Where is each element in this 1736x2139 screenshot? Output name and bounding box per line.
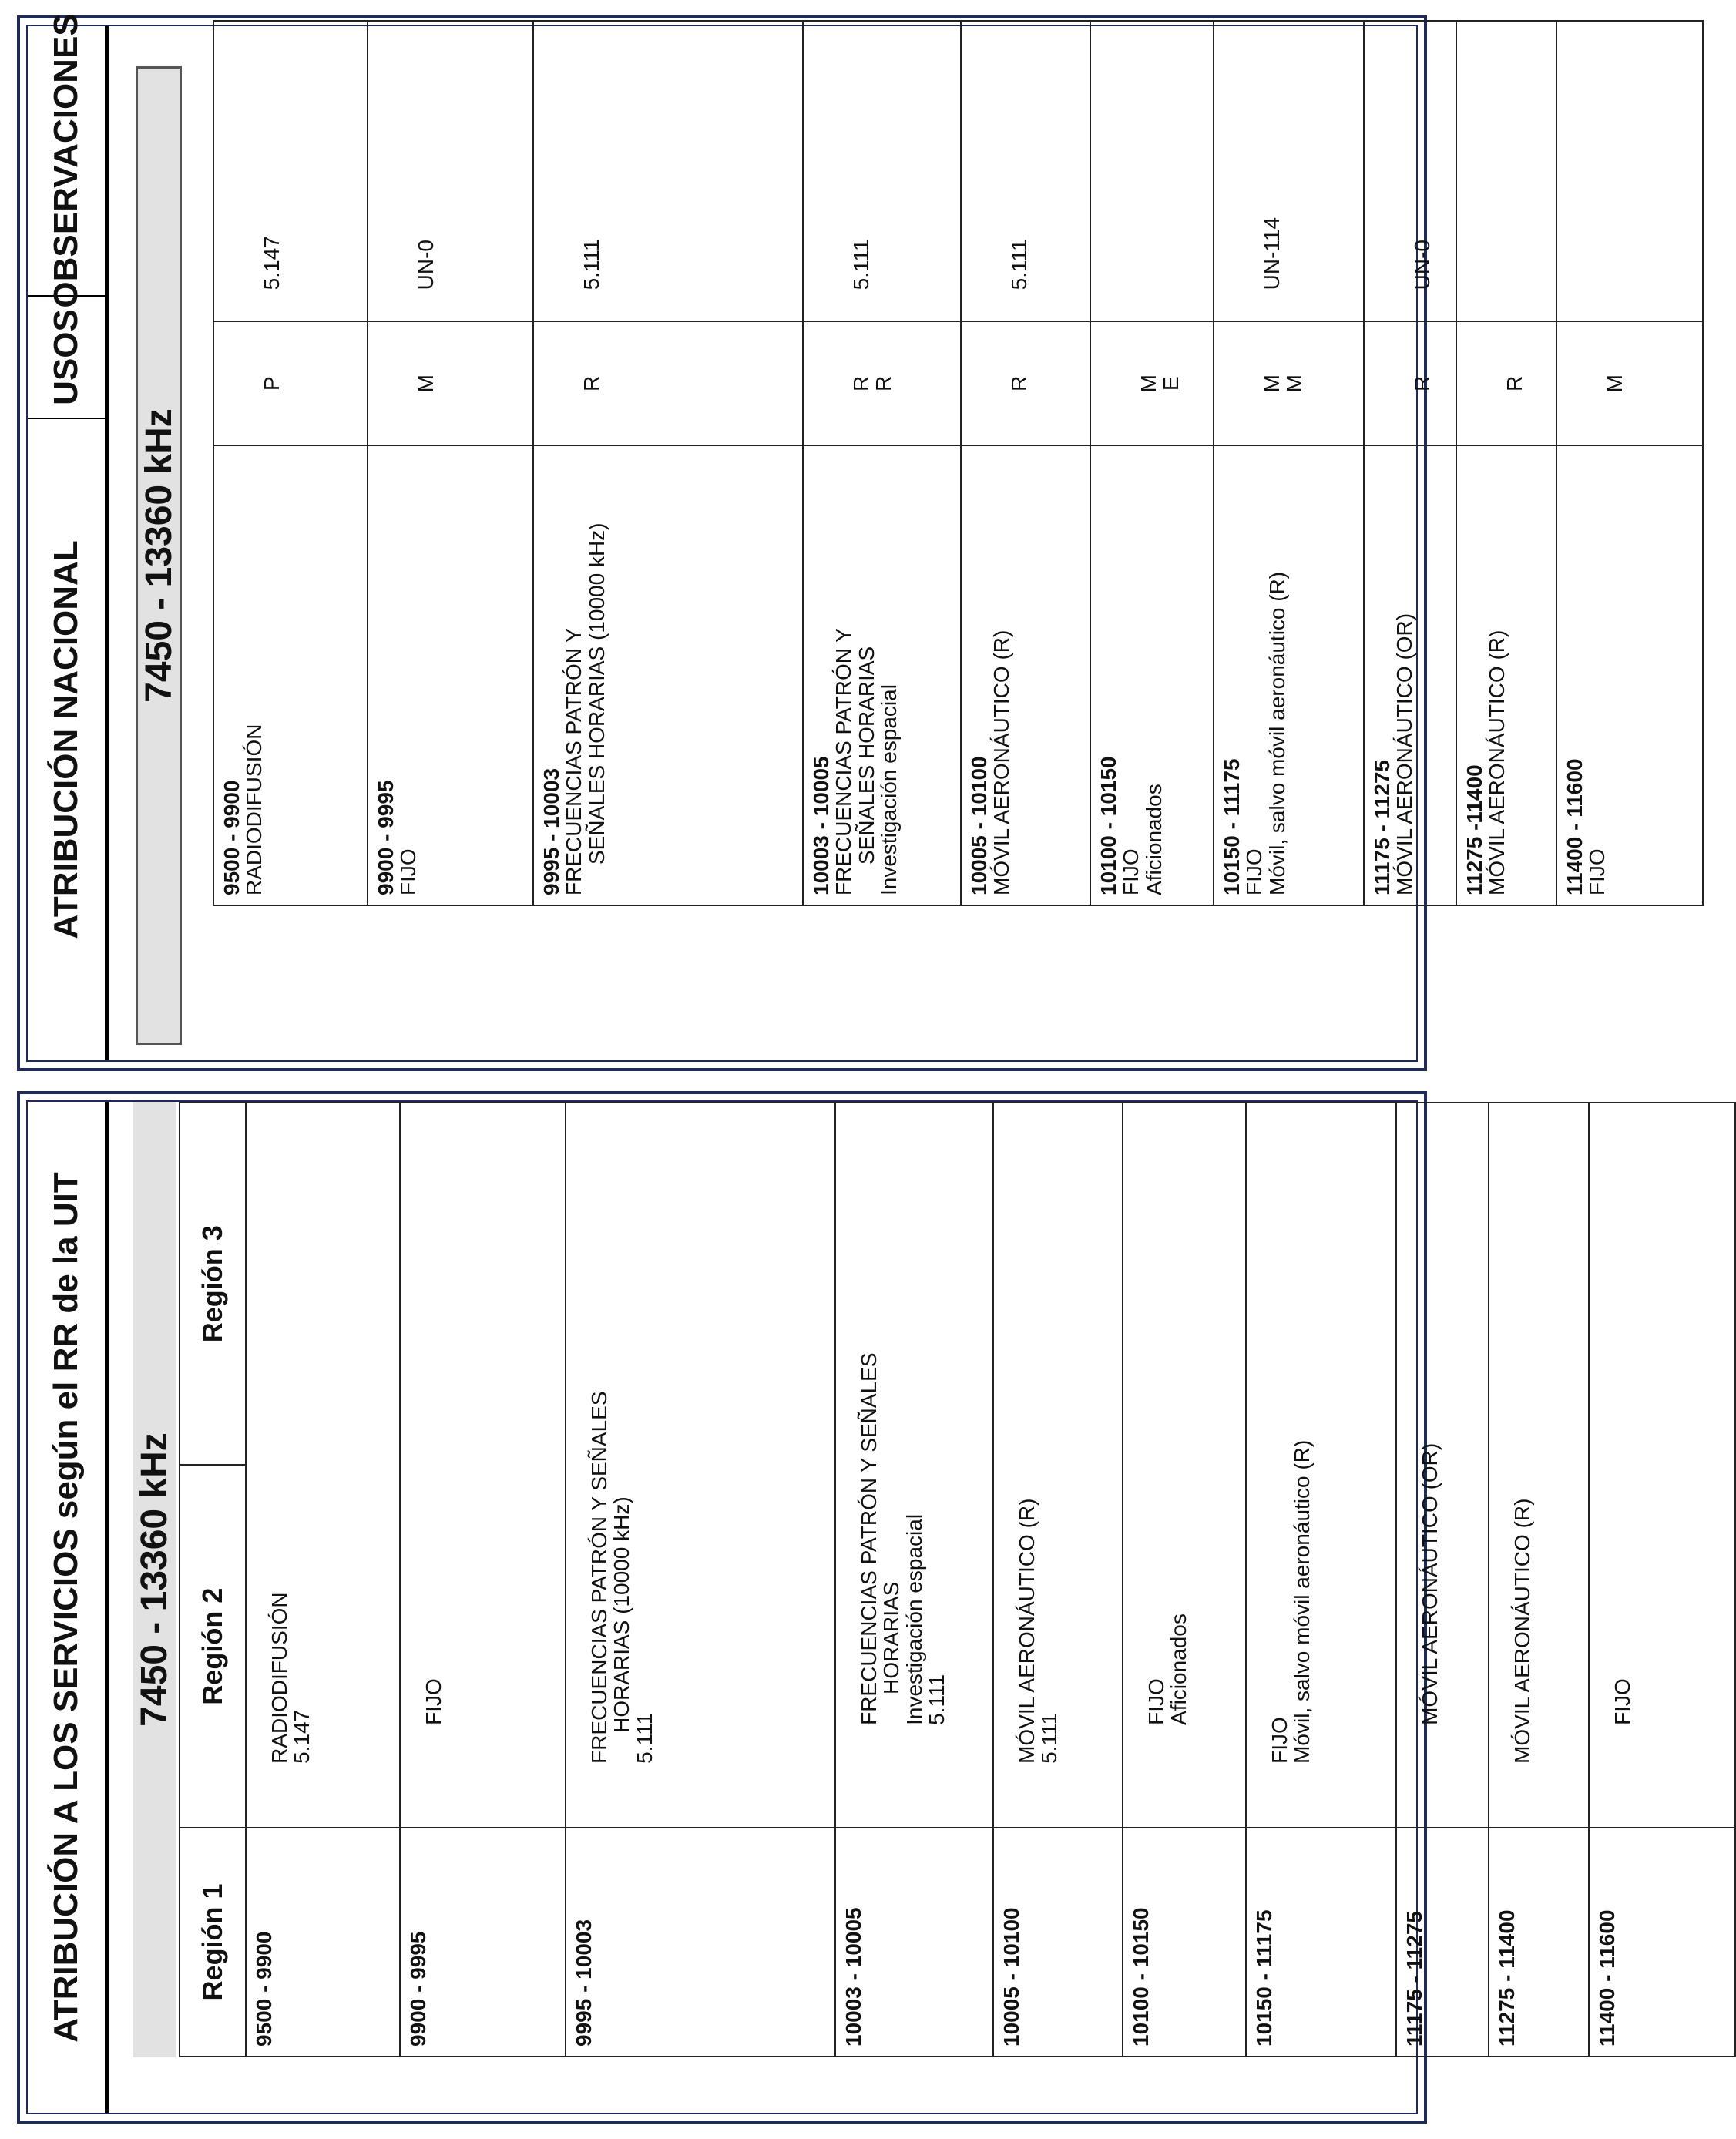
- uit-range: 10100 - 10150: [1123, 1828, 1246, 2057]
- usos-code: M: [1282, 374, 1307, 393]
- usos-code: M: [1137, 374, 1160, 393]
- nacional-range: 10005 - 10100: [967, 756, 991, 895]
- nacional-observacion: [1456, 21, 1556, 321]
- uit-range: 9900 - 9995: [400, 1828, 566, 2057]
- uit-range: 10003 - 10005: [835, 1828, 993, 2057]
- nacional-table-row: [1214, 21, 1364, 905]
- uit-range: 10150 - 11175: [1246, 1828, 1396, 2057]
- nacional-observacion: UN-0: [368, 21, 533, 321]
- uit-table-row: [993, 1103, 1123, 2057]
- nacional-usos: [1214, 321, 1364, 445]
- uit-table-row: [835, 1103, 993, 2057]
- nacional-allocation-line: MÓVIL AERONÁUTICO (R): [1485, 630, 1509, 895]
- usos-code: R: [1503, 375, 1526, 391]
- nacional-usos: [803, 321, 961, 445]
- uit-range: 10005 - 10100: [993, 1828, 1123, 2057]
- region-header: Región 2: [180, 1465, 246, 1827]
- nacional-observacion: [1090, 21, 1214, 321]
- uit-allocation-line: FIJO: [1144, 1678, 1168, 1725]
- nacional-usos: [1556, 321, 1703, 445]
- usos-code: E: [1159, 376, 1184, 391]
- uit-allocation-line: MÓVIL AERONÁUTICO (R): [1510, 1498, 1534, 1764]
- uit-allocation-line: Investigación espacial: [902, 1513, 926, 1725]
- uit-allocation-line: HORARIAS: [879, 1581, 904, 1694]
- usos-code: P: [260, 376, 284, 391]
- col-usos: USOS: [28, 295, 105, 419]
- nacional-allocation-line: Investigación espacial: [877, 684, 902, 895]
- region-header-row: [180, 1103, 246, 2057]
- col-observaciones: OBSERVACIONES: [47, 13, 85, 308]
- nacional-observacion: 5.111: [533, 21, 803, 321]
- usos-code: R: [1410, 375, 1434, 391]
- nacional-usos: [1364, 321, 1456, 445]
- uit-allocation-line: Aficionados: [1167, 1613, 1191, 1725]
- nacional-range: 11175 - 11275: [1370, 760, 1394, 895]
- nacional-table-row: [961, 21, 1090, 905]
- region-header: Región 1: [180, 1828, 246, 2057]
- nacional-usos: [1090, 321, 1214, 445]
- nacional-allocation-line: MÓVIL AERONÁUTICO (R): [989, 630, 1014, 895]
- uit-table: [179, 1102, 1736, 2057]
- nacional-usos: [213, 321, 368, 445]
- uit-allocation: [835, 1103, 993, 1828]
- nacional-usos: [368, 321, 533, 445]
- nacional-allocation-line: FIJO: [396, 848, 421, 895]
- nacional-allocation-line: RADIODIFUSIÓN: [242, 724, 267, 895]
- uit-allocation-line: MÓVIL AERONÁUTICO (R): [1015, 1498, 1039, 1764]
- uit-allocation: [400, 1103, 566, 1828]
- nacional-range: 9900 - 9995: [374, 780, 398, 895]
- uit-allocation: [566, 1103, 835, 1828]
- uit-range: 11175 - 11275: [1396, 1828, 1489, 2057]
- nacional-table-row: [213, 21, 368, 905]
- nacional-usos: [1456, 321, 1556, 445]
- nacional-band: 7450 - 13360 kHz: [136, 66, 182, 1045]
- nacional-panel: [17, 13, 1627, 1071]
- uit-table-row: [1589, 1103, 1735, 2057]
- uit-range: 9500 - 9900: [246, 1828, 400, 2057]
- usos-code: M: [414, 374, 438, 393]
- col-atrib-nacional: ATRIBUCIÓN NACIONAL: [47, 540, 85, 939]
- nacional-usos: [961, 321, 1090, 445]
- nacional-table-row: [1364, 21, 1456, 905]
- uit-allocation-line: Móvil, salvo móvil aeronáutico (R): [1290, 1439, 1315, 1764]
- uit-table-row: [1489, 1103, 1589, 2057]
- uit-range: 11400 - 11600: [1589, 1828, 1735, 2057]
- nacional-allocation: [1364, 445, 1456, 905]
- uit-allocation-line: FRECUENCIAS PATRÓN Y SEÑALES: [587, 1391, 611, 1764]
- nacional-allocation-line: FIJO: [1119, 848, 1143, 895]
- nacional-table-row: [1090, 21, 1214, 905]
- nacional-allocation-line: SEÑALES HORARIAS: [854, 646, 878, 865]
- uit-allocation-line: HORARIAS (10000 kHz): [609, 1496, 634, 1733]
- nacional-table-row: [1556, 21, 1703, 905]
- nacional-allocation: [1090, 445, 1214, 905]
- nacional-observacion: UN-0: [1364, 21, 1456, 321]
- nacional-allocation: [961, 445, 1090, 905]
- uit-allocation: [1246, 1103, 1396, 1828]
- uit-table-row: [400, 1103, 566, 2057]
- nacional-allocation: [533, 445, 803, 905]
- nacional-range: 9500 - 9900: [220, 780, 243, 895]
- nacional-allocation: [1556, 445, 1703, 905]
- nacional-table-row: [533, 21, 803, 905]
- nacional-observacion: UN-114: [1214, 21, 1364, 321]
- uit-title: ATRIBUCIÓN A LOS SERVICIOS según el RR de la UIT: [47, 1172, 85, 2043]
- uit-allocation: [1489, 1103, 1589, 1828]
- nacional-allocation-line: MÓVIL AERONÁUTICO (OR): [1392, 613, 1417, 895]
- uit-allocation-line: FRECUENCIAS PATRÓN Y SEÑALES: [857, 1352, 881, 1725]
- uit-allocation-line: MÓVIL AERONÁUTICO (OR): [1418, 1442, 1442, 1725]
- uit-allocation: [993, 1103, 1123, 1828]
- nacional-range: 10100 - 10150: [1096, 756, 1120, 895]
- nacional-usos: [533, 321, 803, 445]
- nacional-allocation-line: FRECUENCIAS PATRÓN Y: [562, 628, 586, 895]
- usos-code: M: [1260, 374, 1284, 393]
- nacional-allocation-line: FRECUENCIAS PATRÓN Y: [831, 628, 856, 895]
- uit-band: 7450 - 13360 kHz: [133, 1102, 176, 2057]
- nacional-allocation-line: Aficionados: [1141, 784, 1166, 895]
- uit-table-row: [1123, 1103, 1246, 2057]
- nacional-range: 11275 -11400: [1462, 764, 1486, 895]
- nacional-allocation: [803, 445, 961, 905]
- nacional-allocation: [1456, 445, 1556, 905]
- nacional-allocation-line: Móvil, salvo móvil aeronáutico (R): [1264, 571, 1289, 895]
- nacional-allocation-line: FIJO: [1585, 848, 1610, 895]
- uit-allocation: [1396, 1103, 1489, 1828]
- nacional-table: [213, 20, 1704, 906]
- usos-code: R: [849, 375, 873, 391]
- uit-table-row: [1246, 1103, 1396, 2057]
- uit-allocation-line: 5.111: [1037, 1712, 1062, 1764]
- uit-allocation-line: FIJO: [1610, 1678, 1634, 1725]
- nacional-table-row: [803, 21, 961, 905]
- uit-table-row: [246, 1103, 400, 2057]
- uit-header: [28, 1102, 109, 2113]
- uit-allocation-line: 5.111: [632, 1712, 656, 1764]
- usos-code: R: [579, 375, 603, 391]
- nacional-range: 11400 - 11600: [1563, 758, 1587, 895]
- nacional-observacion: 5.111: [961, 21, 1090, 321]
- uit-allocation-line: RADIODIFUSIÓN: [267, 1592, 291, 1764]
- uit-allocation-line: FIJO: [1268, 1717, 1291, 1764]
- usos-code: R: [1007, 375, 1031, 391]
- nacional-range: 10150 - 11175: [1220, 758, 1244, 895]
- uit-allocation-line: 5.147: [290, 1709, 314, 1764]
- nacional-header: [28, 13, 109, 1060]
- usos-code: R: [871, 375, 896, 391]
- uit-table-row: [1396, 1103, 1489, 2057]
- nacional-allocation-line: FIJO: [1242, 848, 1267, 895]
- nacional-range: 9995 - 10003: [539, 767, 563, 895]
- uit-allocation-line: FIJO: [421, 1678, 445, 1725]
- nacional-observacion: [1556, 21, 1703, 321]
- uit-allocation-line: 5.111: [925, 1674, 949, 1725]
- uit-range: 9995 - 10003: [566, 1828, 835, 2057]
- uit-range: 11275 - 11400: [1489, 1828, 1589, 2057]
- uit-panel: [17, 1091, 1634, 2124]
- nacional-observacion: 5.147: [213, 21, 368, 321]
- uit-allocation: [1123, 1103, 1246, 1828]
- nacional-observacion: 5.111: [803, 21, 961, 321]
- nacional-allocation: [1214, 445, 1364, 905]
- nacional-allocation: [213, 445, 368, 905]
- region-header: Región 3: [180, 1103, 246, 1465]
- nacional-range: 10003 - 10005: [809, 756, 833, 895]
- nacional-allocation: [368, 445, 533, 905]
- usos-code: M: [1603, 374, 1627, 393]
- uit-allocation: [246, 1103, 400, 1828]
- uit-table-row: [566, 1103, 835, 2057]
- nacional-allocation-line: SEÑALES HORARIAS (10000 kHz): [584, 522, 609, 865]
- uit-allocation: [1589, 1103, 1735, 1828]
- nacional-table-row: [1456, 21, 1556, 905]
- nacional-table-row: [368, 21, 533, 905]
